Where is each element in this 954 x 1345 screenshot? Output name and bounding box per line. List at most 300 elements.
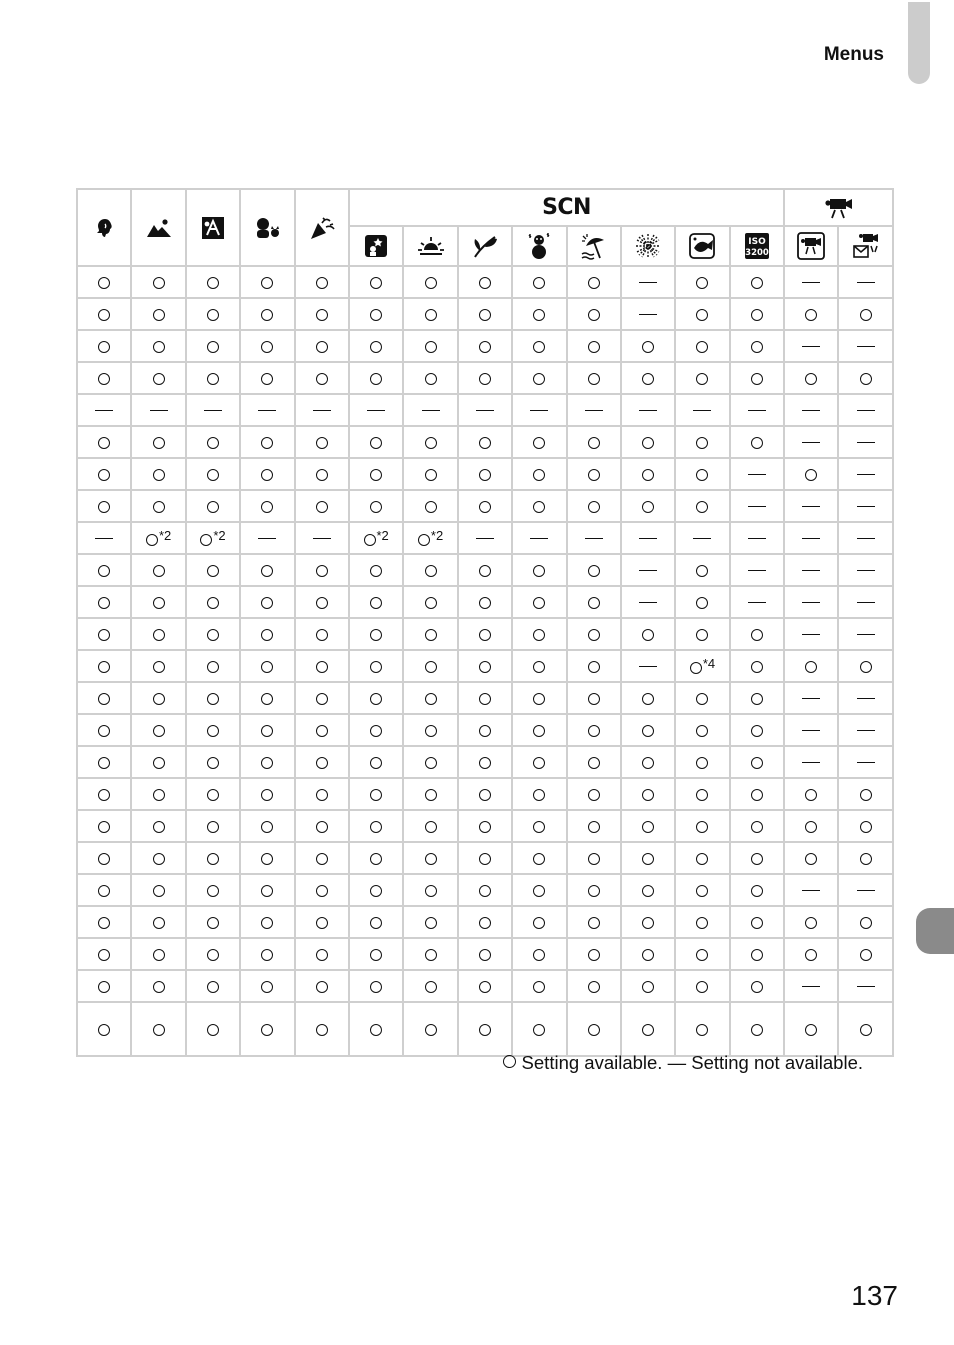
available-circle-icon <box>146 534 158 546</box>
available-circle-icon <box>153 693 165 705</box>
available-circle-icon <box>696 821 708 833</box>
table-cell <box>621 746 675 778</box>
available-circle-icon <box>98 693 110 705</box>
not-available-dash <box>748 538 766 540</box>
available-circle-icon <box>533 725 545 737</box>
available-circle-icon <box>588 469 600 481</box>
available-circle-icon <box>588 597 600 609</box>
available-circle-icon <box>696 629 708 641</box>
available-circle-icon <box>696 309 708 321</box>
available-circle-icon <box>805 661 817 673</box>
available-circle-icon <box>207 309 219 321</box>
available-circle-icon <box>642 341 654 353</box>
table-cell <box>295 618 349 650</box>
table-cell <box>403 906 457 938</box>
table-cell <box>240 458 294 490</box>
table-cell <box>567 1002 621 1056</box>
available-circle-icon <box>533 885 545 897</box>
table-row <box>77 778 893 810</box>
night-snapshot-icon <box>349 226 403 266</box>
legend-not-available: Setting not available. <box>691 1052 863 1073</box>
available-circle-icon <box>696 373 708 385</box>
available-circle-icon <box>261 309 273 321</box>
available-circle-icon <box>696 597 708 609</box>
not-available-dash <box>476 538 494 540</box>
table-cell <box>295 490 349 522</box>
footnote-mark: *2 <box>430 528 444 543</box>
table-cell <box>784 682 838 714</box>
available-circle-icon <box>751 885 763 897</box>
table-cell <box>838 778 893 810</box>
table-cell <box>784 458 838 490</box>
available-circle-icon <box>533 341 545 353</box>
table-cell <box>621 394 675 426</box>
available-circle-icon <box>642 725 654 737</box>
table-cell <box>784 298 838 330</box>
not-available-dash <box>258 538 276 540</box>
available-circle-icon <box>751 1024 763 1036</box>
available-symbol-icon <box>503 1055 516 1068</box>
table-cell <box>621 266 675 298</box>
available-circle-icon <box>370 661 382 673</box>
available-circle-icon <box>418 534 430 546</box>
table-cell <box>403 970 457 1002</box>
not-available-dash <box>857 506 875 508</box>
available-circle-icon <box>479 853 491 865</box>
table-cell <box>295 586 349 618</box>
not-available-dash <box>802 986 820 988</box>
available-circle-icon <box>642 917 654 929</box>
available-circle-icon <box>642 821 654 833</box>
available-circle-icon <box>370 853 382 865</box>
available-circle-icon <box>153 437 165 449</box>
available-circle-icon <box>533 597 545 609</box>
table-row <box>77 746 893 778</box>
table-row <box>77 682 893 714</box>
not-available-dash <box>748 602 766 604</box>
table-cell <box>675 778 729 810</box>
table-cell <box>621 842 675 874</box>
available-circle-icon <box>153 661 165 673</box>
available-circle-icon <box>751 693 763 705</box>
kids-pets-icon <box>240 189 294 266</box>
available-circle-icon <box>370 693 382 705</box>
table-cell <box>77 362 131 394</box>
table-cell <box>458 842 512 874</box>
table-cell <box>131 458 185 490</box>
available-circle-icon <box>425 341 437 353</box>
not-available-dash <box>639 538 657 540</box>
table-cell <box>240 298 294 330</box>
available-circle-icon <box>98 597 110 609</box>
table-cell <box>349 906 403 938</box>
table-cell <box>186 746 240 778</box>
table-cell <box>458 298 512 330</box>
available-circle-icon <box>588 981 600 993</box>
available-circle-icon <box>370 597 382 609</box>
table-row <box>77 810 893 842</box>
available-circle-icon <box>479 821 491 833</box>
available-circle-icon <box>588 1024 600 1036</box>
table-cell <box>512 906 566 938</box>
available-circle-icon <box>98 885 110 897</box>
table-cell <box>131 554 185 586</box>
table-cell <box>458 970 512 1002</box>
available-circle-icon <box>98 341 110 353</box>
available-circle-icon <box>316 981 328 993</box>
table-cell <box>295 426 349 458</box>
table-cell <box>403 650 457 682</box>
table-cell <box>567 522 621 554</box>
not-available-dash <box>693 538 711 540</box>
table-cell <box>512 266 566 298</box>
table-cell <box>77 778 131 810</box>
table-cell <box>131 682 185 714</box>
table-cell <box>784 938 838 970</box>
available-circle-icon <box>479 949 491 961</box>
not-available-dash <box>476 410 494 412</box>
table-cell <box>240 714 294 746</box>
table-cell <box>349 874 403 906</box>
table-cell <box>730 330 784 362</box>
table-cell <box>567 330 621 362</box>
table-cell <box>77 394 131 426</box>
table-cell <box>349 490 403 522</box>
available-circle-icon <box>533 693 545 705</box>
available-circle-icon <box>425 565 437 577</box>
available-circle-icon <box>425 725 437 737</box>
available-circle-icon <box>425 309 437 321</box>
table-cell <box>186 906 240 938</box>
available-circle-icon <box>642 373 654 385</box>
table-cell <box>621 362 675 394</box>
table-cell <box>131 586 185 618</box>
table-cell <box>458 650 512 682</box>
table-cell <box>186 810 240 842</box>
table-cell <box>295 394 349 426</box>
not-available-dash <box>802 698 820 700</box>
available-circle-icon <box>479 1024 491 1036</box>
available-circle-icon <box>261 469 273 481</box>
table-cell <box>131 842 185 874</box>
table-cell <box>730 650 784 682</box>
available-circle-icon <box>425 853 437 865</box>
table-row <box>77 842 893 874</box>
table-row <box>77 938 893 970</box>
available-circle-icon <box>425 629 437 641</box>
available-circle-icon <box>533 853 545 865</box>
available-circle-icon <box>588 725 600 737</box>
available-circle-icon <box>696 885 708 897</box>
table-cell <box>403 1002 457 1056</box>
footnote-mark: *2 <box>213 528 226 543</box>
available-circle-icon <box>533 629 545 641</box>
not-available-dash <box>857 730 875 732</box>
available-circle-icon <box>696 501 708 513</box>
available-circle-icon <box>425 1024 437 1036</box>
table-cell <box>349 970 403 1002</box>
available-circle-icon <box>588 309 600 321</box>
table-cell <box>512 650 566 682</box>
available-circle-icon <box>316 853 328 865</box>
available-circle-icon <box>370 341 382 353</box>
available-circle-icon <box>642 949 654 961</box>
table-cell <box>458 714 512 746</box>
table-cell <box>295 554 349 586</box>
table-cell <box>730 586 784 618</box>
available-circle-icon <box>696 853 708 865</box>
available-circle-icon <box>261 437 273 449</box>
table-cell <box>77 330 131 362</box>
table-row <box>77 298 893 330</box>
available-circle-icon <box>751 981 763 993</box>
landscape-icon <box>131 189 185 266</box>
not-available-dash <box>693 410 711 412</box>
available-circle-icon <box>479 661 491 673</box>
beach-icon <box>567 226 621 266</box>
available-circle-icon <box>261 501 273 513</box>
table-cell <box>784 426 838 458</box>
legend-available: Setting available. <box>521 1052 663 1073</box>
available-circle-icon <box>316 341 328 353</box>
available-circle-icon <box>588 629 600 641</box>
available-circle-icon <box>316 565 328 577</box>
not-available-dash <box>857 986 875 988</box>
available-circle-icon <box>425 277 437 289</box>
table-cell <box>512 938 566 970</box>
table-cell <box>403 714 457 746</box>
not-available-dash <box>857 442 875 444</box>
table-cell <box>675 458 729 490</box>
available-circle-icon <box>316 501 328 513</box>
table-cell <box>240 778 294 810</box>
available-circle-icon <box>588 437 600 449</box>
not-available-dash <box>748 570 766 572</box>
table-cell <box>295 298 349 330</box>
movie-icon <box>784 226 838 266</box>
available-circle-icon <box>316 693 328 705</box>
table-body <box>77 266 893 1056</box>
table-cell <box>349 426 403 458</box>
not-available-dash <box>639 666 657 668</box>
table-cell <box>730 554 784 586</box>
available-circle-icon <box>533 949 545 961</box>
not-available-dash <box>95 538 113 540</box>
available-circle-icon <box>425 469 437 481</box>
available-circle-icon <box>261 629 273 641</box>
table-cell <box>403 746 457 778</box>
table-cell <box>730 458 784 490</box>
table-cell <box>567 426 621 458</box>
available-circle-icon <box>316 757 328 769</box>
table-cell <box>77 298 131 330</box>
table-cell <box>186 874 240 906</box>
table-cell <box>186 618 240 650</box>
available-circle-icon <box>261 277 273 289</box>
available-circle-icon <box>316 437 328 449</box>
table-cell <box>567 842 621 874</box>
available-circle-icon <box>479 629 491 641</box>
available-circle-icon <box>588 885 600 897</box>
table-cell <box>349 394 403 426</box>
available-circle-icon <box>370 373 382 385</box>
not-available-dash <box>258 410 276 412</box>
available-circle-icon <box>479 565 491 577</box>
table-row <box>77 970 893 1002</box>
table-cell <box>621 906 675 938</box>
available-circle-icon <box>642 469 654 481</box>
table-cell <box>349 362 403 394</box>
table-cell <box>186 970 240 1002</box>
table-cell <box>186 842 240 874</box>
not-available-dash <box>802 762 820 764</box>
available-circle-icon <box>207 789 219 801</box>
available-circle-icon <box>261 725 273 737</box>
available-circle-icon <box>153 853 165 865</box>
table-cell <box>131 746 185 778</box>
available-circle-icon <box>425 437 437 449</box>
sunset-icon <box>403 226 457 266</box>
not-available-dash <box>802 442 820 444</box>
table-cell <box>621 874 675 906</box>
available-circle-icon <box>588 373 600 385</box>
available-circle-icon <box>207 629 219 641</box>
available-circle-icon <box>316 469 328 481</box>
available-circle-icon <box>153 757 165 769</box>
table-cell <box>295 874 349 906</box>
table-cell <box>730 746 784 778</box>
not-available-dash <box>857 570 875 572</box>
table-cell <box>77 458 131 490</box>
chapter-thumb-tab <box>916 908 954 954</box>
not-available-dash <box>422 410 440 412</box>
table-cell <box>349 938 403 970</box>
available-circle-icon <box>533 469 545 481</box>
table-cell <box>730 714 784 746</box>
available-circle-icon <box>370 949 382 961</box>
table-cell <box>512 298 566 330</box>
available-circle-icon <box>479 917 491 929</box>
table-cell <box>675 298 729 330</box>
table-cell <box>240 746 294 778</box>
table-cell <box>675 618 729 650</box>
available-circle-icon <box>642 1024 654 1036</box>
fireworks-icon <box>621 226 675 266</box>
available-circle-icon <box>261 757 273 769</box>
footnote-mark: *2 <box>158 528 172 543</box>
available-circle-icon <box>642 437 654 449</box>
table-cell <box>675 714 729 746</box>
table-cell <box>512 554 566 586</box>
available-circle-icon <box>207 341 219 353</box>
available-circle-icon <box>316 885 328 897</box>
table-cell <box>784 394 838 426</box>
table-cell <box>240 330 294 362</box>
available-circle-icon <box>98 661 110 673</box>
available-circle-icon <box>696 789 708 801</box>
available-circle-icon <box>98 917 110 929</box>
available-circle-icon <box>479 373 491 385</box>
available-circle-icon <box>98 789 110 801</box>
table-cell <box>77 618 131 650</box>
available-circle-icon <box>751 309 763 321</box>
table-cell <box>567 266 621 298</box>
available-circle-icon <box>261 949 273 961</box>
table-cell <box>458 394 512 426</box>
table-cell <box>838 938 893 970</box>
table-cell <box>784 778 838 810</box>
not-available-dash <box>367 410 385 412</box>
not-available-dash <box>857 346 875 348</box>
table-header-row-1 <box>77 189 893 226</box>
svg-text:ISO: ISO <box>748 237 766 247</box>
table-cell <box>838 362 893 394</box>
table-cell <box>349 298 403 330</box>
table-cell <box>838 298 893 330</box>
available-circle-icon <box>98 565 110 577</box>
available-circle-icon <box>316 725 328 737</box>
table-cell <box>77 1002 131 1056</box>
table-cell <box>403 362 457 394</box>
table-cell <box>403 554 457 586</box>
available-circle-icon <box>425 597 437 609</box>
table-cell <box>458 266 512 298</box>
available-circle-icon <box>588 501 600 513</box>
table-row <box>77 522 893 554</box>
available-circle-icon <box>207 821 219 833</box>
available-circle-icon <box>370 757 382 769</box>
table-cell <box>784 714 838 746</box>
table-cell <box>131 330 185 362</box>
available-circle-icon <box>153 277 165 289</box>
table-cell <box>675 938 729 970</box>
available-circle-icon <box>261 981 273 993</box>
table-cell <box>838 682 893 714</box>
table-cell <box>240 1002 294 1056</box>
table-cell <box>675 362 729 394</box>
table-cell <box>349 1002 403 1056</box>
available-circle-icon <box>261 853 273 865</box>
available-circle-icon <box>751 757 763 769</box>
table-cell <box>131 266 185 298</box>
table-cell <box>730 266 784 298</box>
not-available-dash <box>95 410 113 412</box>
table-cell <box>131 778 185 810</box>
available-circle-icon <box>98 309 110 321</box>
available-circle-icon <box>696 725 708 737</box>
not-available-dash <box>802 506 820 508</box>
not-available-dash <box>204 410 222 412</box>
table-row <box>77 554 893 586</box>
available-circle-icon <box>696 565 708 577</box>
table-row <box>77 906 893 938</box>
available-circle-icon <box>370 725 382 737</box>
available-circle-icon <box>98 437 110 449</box>
legend <box>503 1052 863 1074</box>
table-cell <box>403 874 457 906</box>
available-circle-icon <box>425 821 437 833</box>
available-circle-icon <box>479 597 491 609</box>
table-cell <box>349 682 403 714</box>
table-cell <box>77 586 131 618</box>
scn-group-header <box>349 189 784 226</box>
available-circle-icon <box>805 469 817 481</box>
movie-digest-icon <box>838 226 893 266</box>
available-circle-icon <box>261 885 273 897</box>
available-circle-icon <box>425 917 437 929</box>
available-circle-icon <box>696 693 708 705</box>
not-available-dash <box>802 346 820 348</box>
